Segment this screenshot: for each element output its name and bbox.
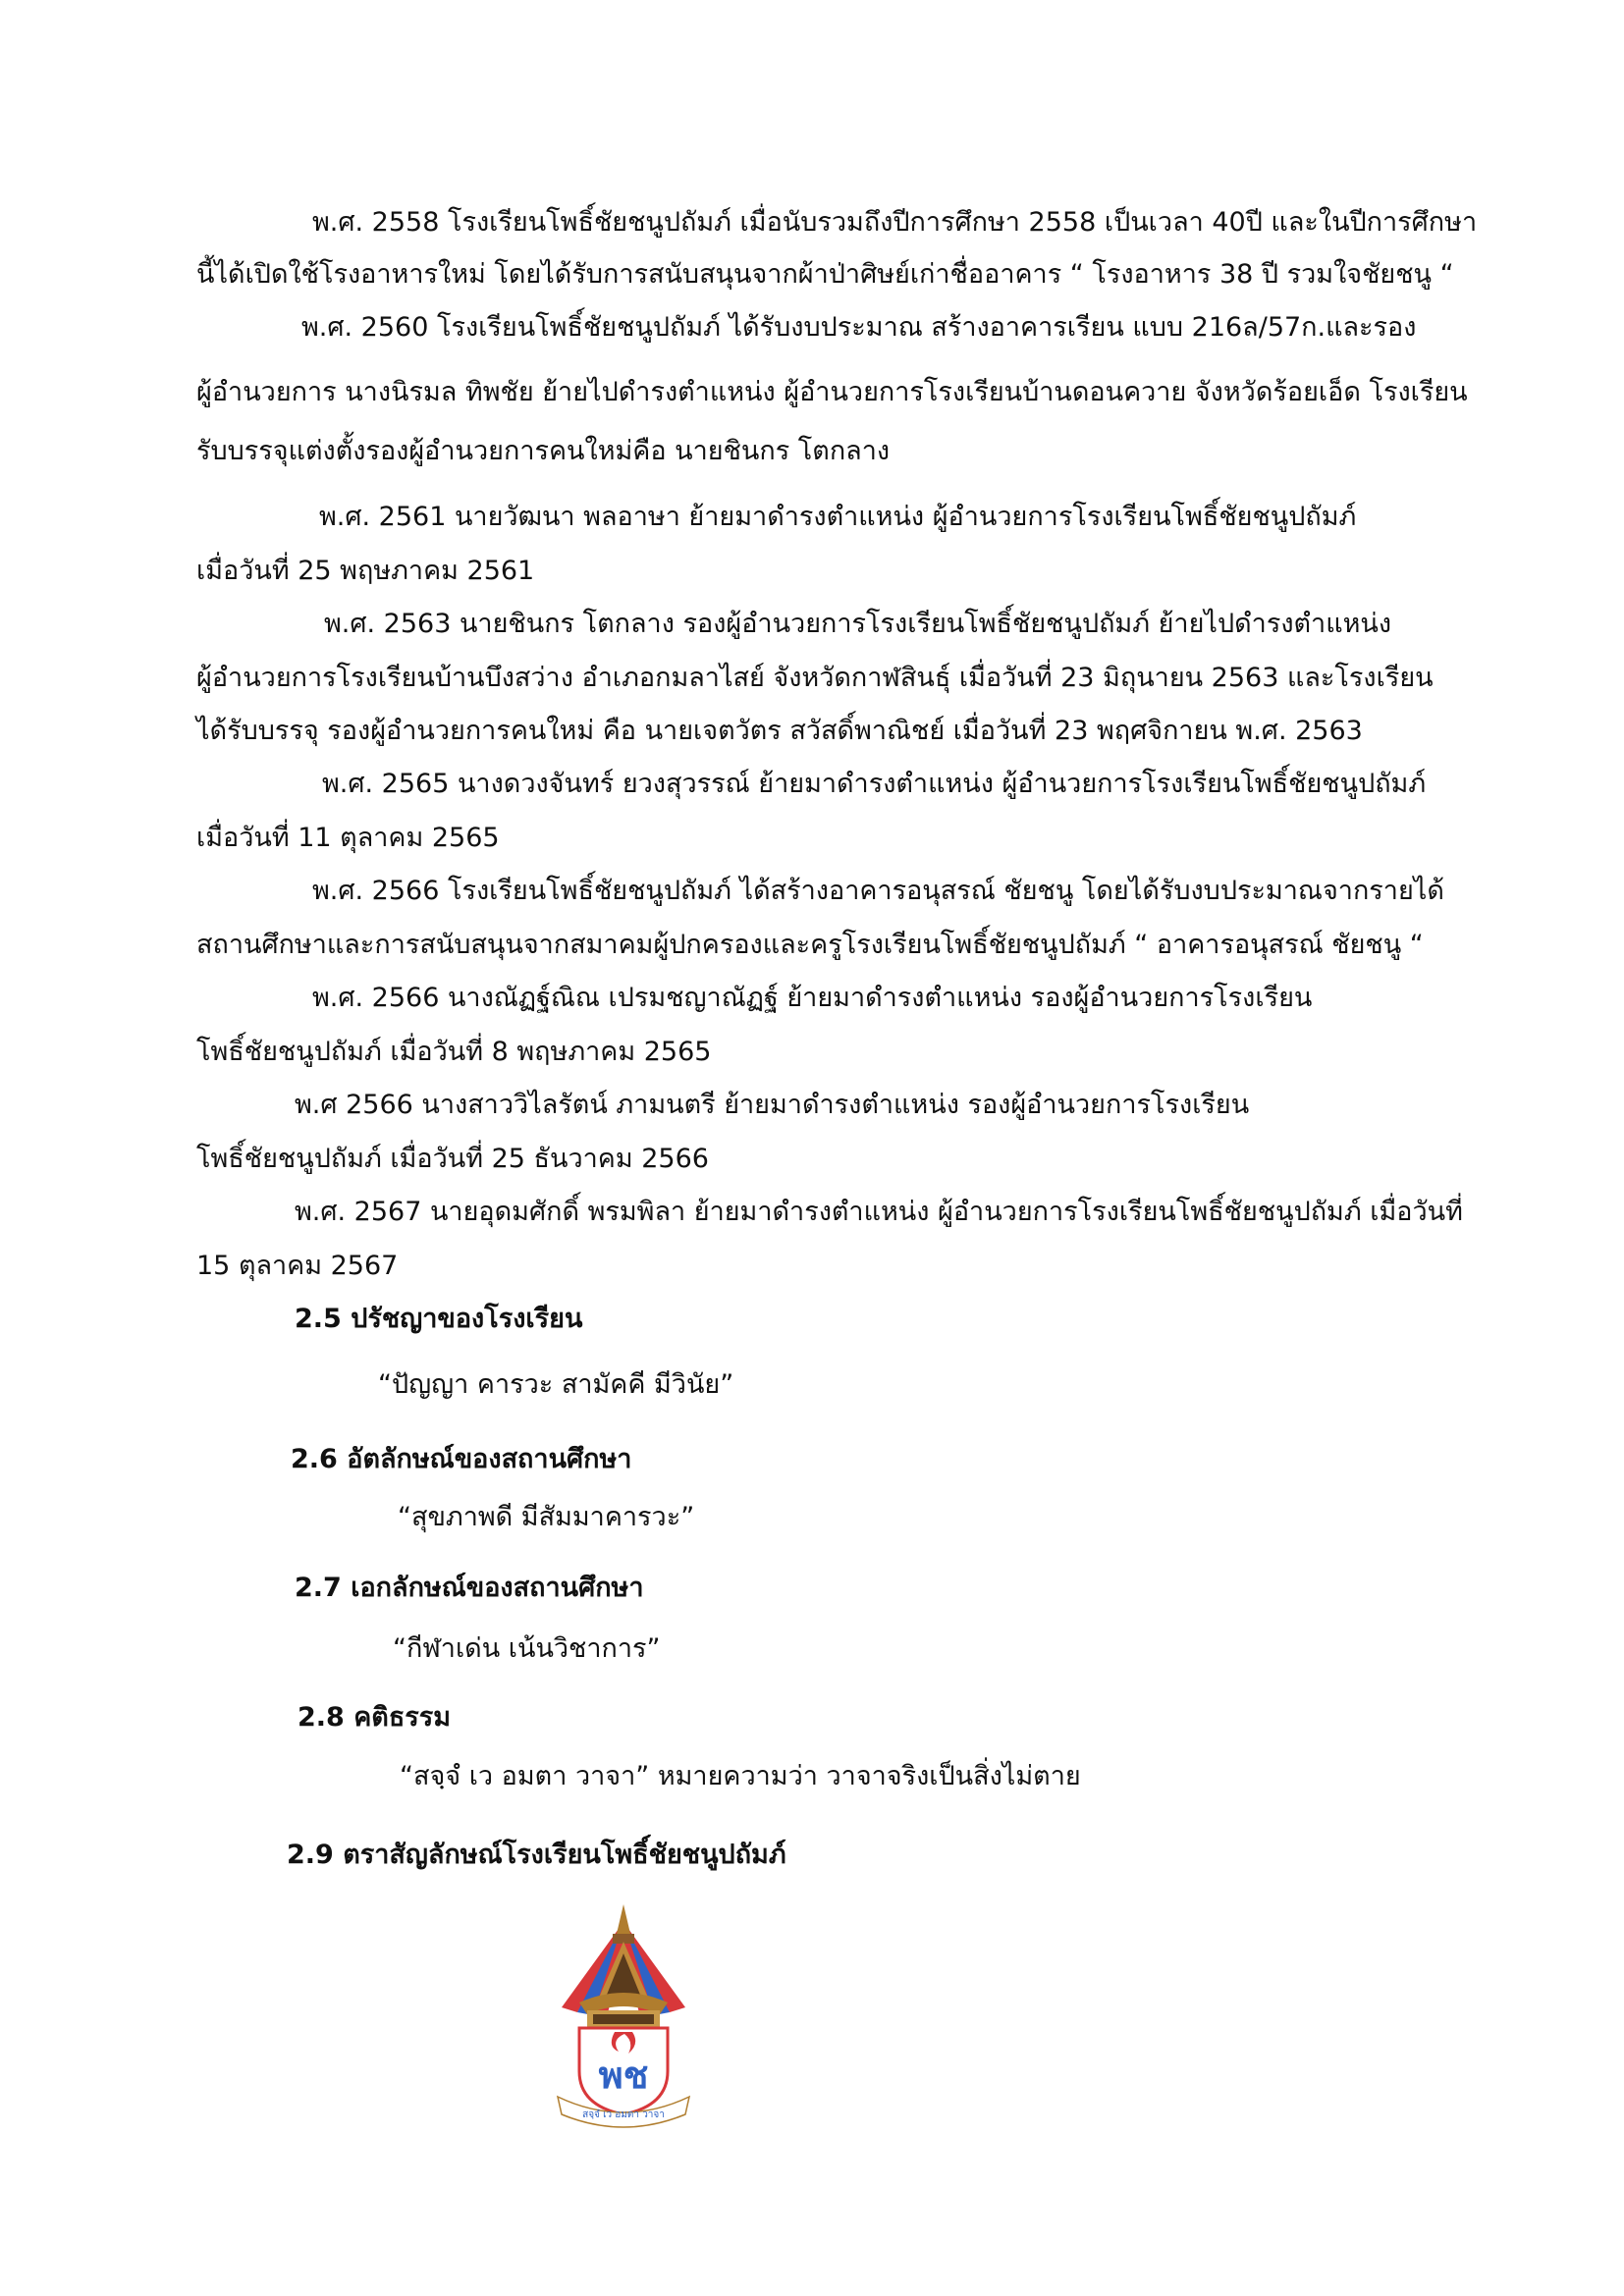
history-2560-line-2: ผู้อำนวยการ นางนิรมล ทิพชัย ย้ายไปดำรงตำแหน่ง ผู้อำนวยการโรงเรียนบ้านดอนควาย จังหวัดร้อยเอ็ด โรงเรียน	[196, 377, 1468, 407]
history-2566b-line-2: โพธิ์ชัยชนูปถัมภ์ เมื่อวันที่ 8 พฤษภาคม 2565	[196, 1037, 712, 1067]
history-2565-line-2: เมื่อวันที่ 11 ตุลาคม 2565	[196, 823, 500, 853]
history-2567-line-2: 15 ตุลาคม 2567	[196, 1251, 399, 1281]
history-2561-line-1: พ.ศ. 2561 นายวัฒนา พลอาษา ย้ายมาดำรงตำแหน่ง ผู้อำนวยการโรงเรียนโพธิ์ชัยชนูปถัมภ์	[319, 502, 1357, 532]
philosophy-text: “ปัญญา คารวะ สามัคคี มีวินัย”	[378, 1369, 734, 1400]
motto-text: “สจฺจํ เว อมตา วาจา” หมายความว่า วาจาจริงเป็นสิ่งไม่ตาย	[400, 1761, 1081, 1791]
identity-heading: 2.6 อัตลักษณ์ของสถานศึกษา	[291, 1444, 632, 1474]
history-2566a-line-1: พ.ศ. 2566 โรงเรียนโพธิ์ชัยชนูปถัมภ์ ได้สร้างอาคารอนุสรณ์ ชัยชนู โดยได้รับงบประมาณจากรายได้	[312, 876, 1444, 906]
history-2566c-line-2: โพธิ์ชัยชนูปถัมภ์ เมื่อวันที่ 25 ธันวาคม 2566	[196, 1144, 709, 1174]
emblem-initials: พช	[598, 2054, 649, 2097]
history-2560-line-1: พ.ศ. 2560 โรงเรียนโพธิ์ชัยชนูปถัมภ์ ได้รับงบประมาณ สร้างอาคารเรียน แบบ 216ล/57ก.และรอง	[301, 312, 1417, 343]
history-2558-line-2: นี้ได้เปิดใช้โรงอาหารใหม่ โดยได้รับการสนับสนุนจากผ้าป่าศิษย์เก่าชื่ออาคาร “ โรงอาหาร 38 ปี รวมใจชัยชนู “	[196, 259, 1454, 290]
history-2565-line-1: พ.ศ. 2565 นางดวงจันทร์ ยวงสุวรรณ์ ย้ายมาดำรงตำแหน่ง ผู้อำนวยการโรงเรียนโพธิ์ชัยชนูปถัมภ์	[322, 769, 1427, 799]
philosophy-heading: 2.5 ปรัชญาของโรงเรียน	[295, 1304, 583, 1334]
history-2566c-line-1: พ.ศ 2566 นางสาววิไลรัตน์ ภามนตรี ย้ายมาดำรงตำแหน่ง รองผู้อำนวยการโรงเรียน	[295, 1090, 1250, 1120]
motto-heading: 2.8 คติธรรม	[298, 1702, 452, 1733]
history-2563-line-3: ได้รับบรรจุ รองผู้อำนวยการคนใหม่ คือ นายเจตวัตร สวัสดิ์พาณิชย์ เมื่อวันที่ 23 พฤศจิกายน พ.ศ. 2563	[196, 716, 1363, 746]
history-2566a-line-2: สถานศึกษาและการสนับสนุนจากสมาคมผู้ปกครองและครูโรงเรียนโพธิ์ชัยชนูปถัมภ์ “ อาคารอนุสรณ์ ชัยชนู “	[196, 930, 1424, 960]
history-2567-line-1: พ.ศ. 2567 นายอุดมศักดิ์ พรมพิลา ย้ายมาดำรงตำแหน่ง ผู้อำนวยการโรงเรียนโพธิ์ชัยชนูปถัมภ์ เมื่อวันที่	[295, 1197, 1463, 1227]
identity-text: “สุขภาพดี มีสัมมาคารวะ”	[398, 1502, 695, 1532]
emblem-motto: สจฺจํ เว อมตา วาจา	[582, 2109, 665, 2120]
emblem-heading: 2.9 ตราสัญลักษณ์โรงเรียนโพธิ์ชัยชนูปถัมภ์	[287, 1840, 786, 1870]
history-2558-line-1: พ.ศ. 2558 โรงเรียนโพธิ์ชัยชนูปถัมภ์ เมื่อนับรวมถึงปีการศึกษา 2558 เป็นเวลา 40ปี และในปีการศึกษา	[312, 207, 1478, 238]
uniqueness-heading: 2.7 เอกลักษณ์ของสถานศึกษา	[295, 1573, 644, 1603]
history-2560-line-3: รับบรรจุแต่งตั้งรองผู้อำนวยการคนใหม่คือ นายชินกร โตกลาง	[196, 436, 891, 466]
school-emblem	[550, 1904, 697, 2130]
history-2561-line-2: เมื่อวันที่ 25 พฤษภาคม 2561	[196, 556, 535, 586]
uniqueness-text: “กีฬาเด่น เน้นวิชาการ”	[393, 1633, 661, 1664]
history-2566b-line-1: พ.ศ. 2566 นางณัฏฐ์ณิณ เปรมชญาณัฏฐ์ ย้ายมาดำรงตำแหน่ง รองผู้อำนวยการโรงเรียน	[312, 983, 1313, 1013]
history-2563-line-1: พ.ศ. 2563 นายชินกร โตกลาง รองผู้อำนวยการโรงเรียนโพธิ์ชัยชนูปถัมภ์ ย้ายไปดำรงตำแหน่ง	[324, 609, 1392, 639]
history-2563-line-2: ผู้อำนวยการโรงเรียนบ้านบึงสว่าง อำเภอกมลาไสย์ จังหวัดกาฬสินธุ์ เมื่อวันที่ 23 มิถุนายน 2563 และโรงเรียน	[196, 663, 1434, 693]
